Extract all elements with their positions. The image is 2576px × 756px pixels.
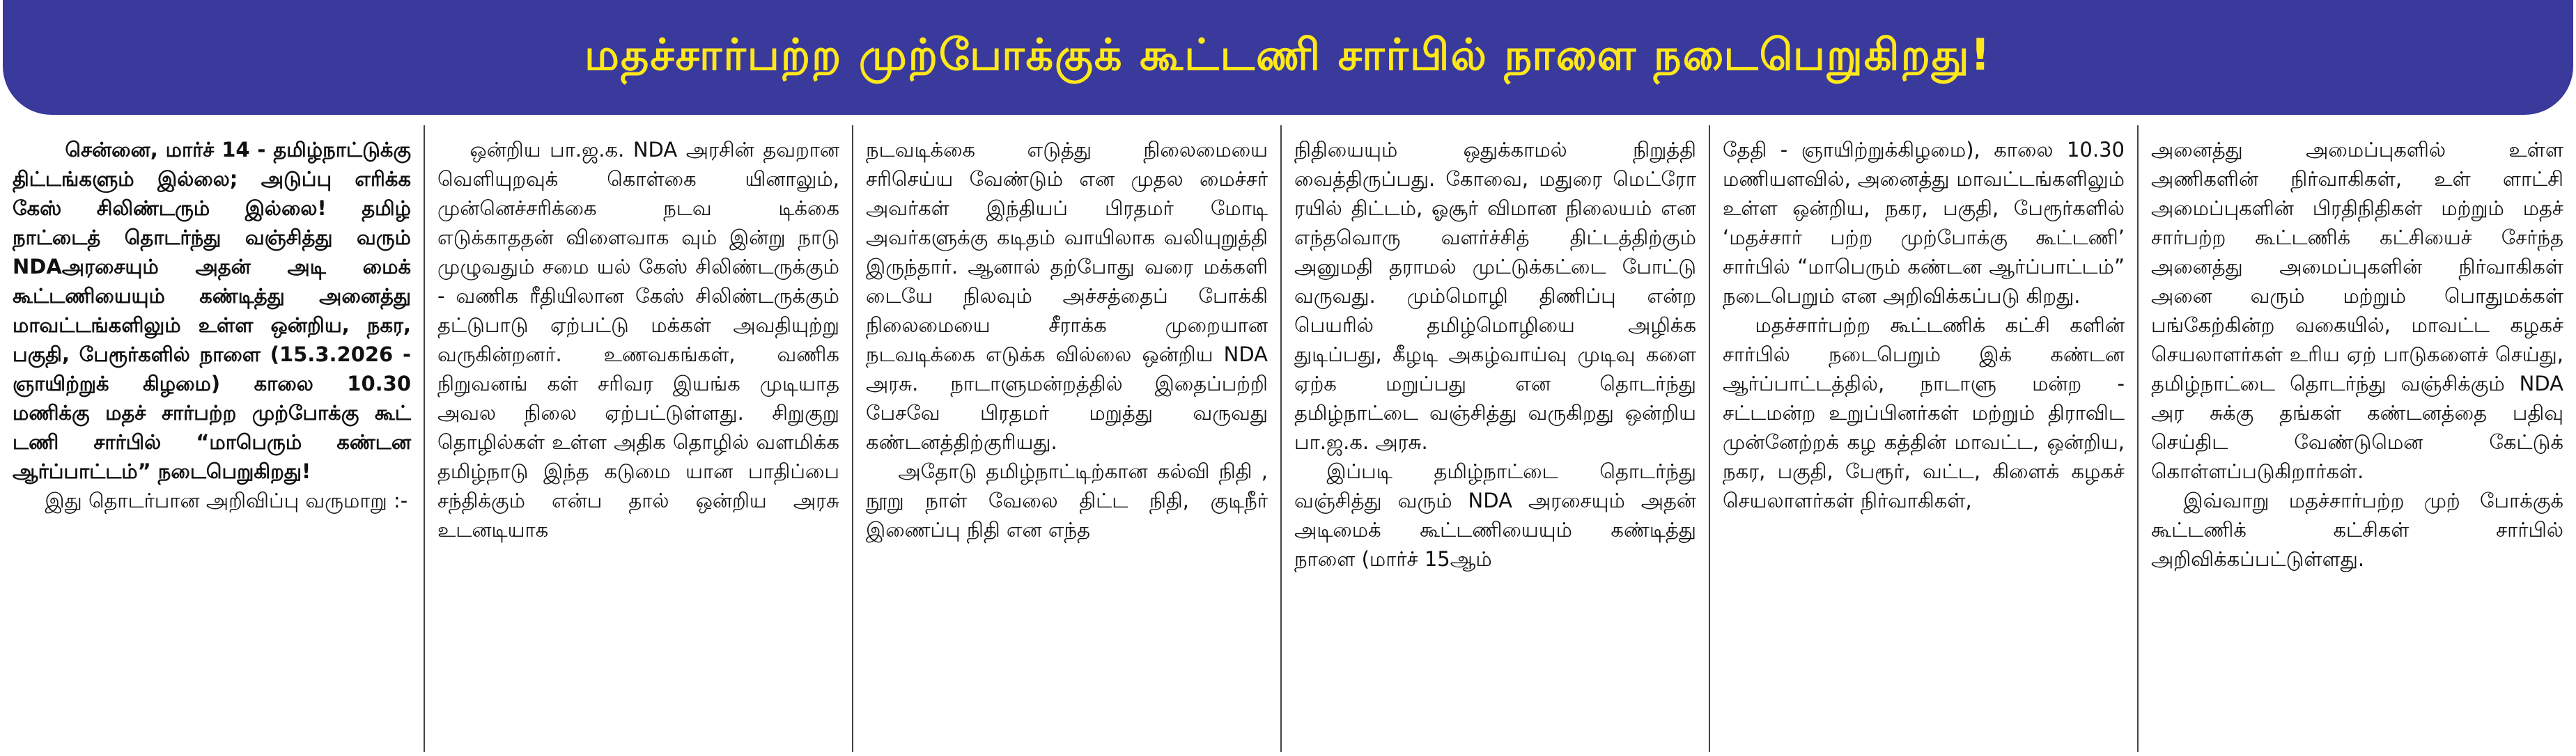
article-column-5 [1709, 125, 2137, 752]
paragraph: ஒன்றிய பா.ஜ.க. NDA அரசின் தவறான வெளியுறவுக் கொள்கை யினாலும், முன்னெச்சரிக்கை நடவ டிக்கை எடுக்காததன் விளைவாக வும் இன்று நாடு முழுவதும் சமை யல் கேஸ் சிலிண்டருக்கும் - வணிக ரீதியிலான கேஸ் சிலிண்டருக்கும் தட்டுபாடு ஏற்பட்டு மக்கள் அவதியுற்று வருகின்றனர். உணவகங்கள், வணிக நிறுவனங் கள் சரிவர இயங்க முடியாத அவல நிலை ஏற்பட்டுள்ளது. சிறுகுறு தொழில்கள் உள்ள அதிக தொழில் வளமிக்க தமிழ்நாடு இந்த கடுமை யான பாதிப்பை சந்திக்கும் என்ப தால் ஒன்றிய அரசு உடனடியாக [437, 138, 839, 542]
paragraph: மதச்சார்பற்ற கூட்டணிக் கட்சி களின் சார்பில் நடைபெறும் இக் கண்டன ஆர்ப்பாட்டத்தில், நாடாளு மன்ற - சட்டமன்ற உறுப்பினர்கள் மற்றும் திராவிட முன்னேற்றக் கழ கத்தின் மாவட்ட, ஒன்றிய, நகர, பகுதி, பேரூர், வட்ட, கிளைக் கழகச் செயலாளர்கள் நிர்வாகிகள், [1723, 313, 2125, 512]
paragraph: தேதி - ஞாயிற்றுக்கிழமை), காலை 10.30 மணியளவில், அனைத்து மாவட்டங்களிலும் உள்ள ஒன்றிய, நகர, பகுதி, பேரூர்களில் ‘மதச்சார் பற்ற முற்போக்கு கூட்டணி’ சார்பில் “மாபெரும் கண்டன ஆர்ப்பாட்டம்” நடைபெறும் என அறிவிக்கப்படு கிறது. [1723, 138, 2125, 308]
article-column-6 [2137, 125, 2576, 752]
article-body [0, 125, 2576, 752]
article-column-3 [852, 125, 1280, 752]
paragraph: இவ்வாறு மதச்சார்பற்ற முற் போக்குக் கூட்டணிக் கட்சிகள் சார்பில் அறிவிக்கப்பட்டுள்ளது. [2151, 489, 2563, 571]
paragraph: அனைத்து அமைப்புகளில் உள்ள அணிகளின் நிர்வாகிகள், உள் ளாட்சி அமைப்புகளின் பிரதிநிதிகள் மற்றும் மதச் சார்பற்ற கூட்டணிக் கட்சியைச் சேர்ந்த அனைத்து அமைப்புகளின் நிர்வாகிகள் அனை வரும் மற்றும் பொதுமக்கள் பங்கேற்கின்ற வகையில், மாவட்ட கழகச் செயலாளர்கள் உரிய ஏற் பாடுகளைச் செய்து, தமிழ்நாட்டை தொடர்ந்து வஞ்சிக்கும் NDA அர சுக்கு தங்கள் கண்டனத்தை பதிவு செய்திட வேண்டுமென கேட்டுக் கொள்ளப்படுகிறார்கள். [2151, 138, 2563, 483]
paragraph: இது தொடர்பான அறிவிப்பு வருமாறு :- [45, 489, 408, 512]
headline-banner [3, 0, 2573, 115]
paragraph: அதோடு தமிழ்நாட்டிற்கான கல்வி நிதி , நூறு நாள் வேலை திட்ட நிதி, குடிநீர் இணைப்பு நிதி என எந்த [866, 459, 1268, 542]
article-column-4 [1280, 125, 1709, 752]
headline: மதச்சார்பற்ற முற்போக்குக் கூட்டணி சார்பில் நாளை நடைபெறுகிறது! [584, 29, 1992, 80]
article-column-1 [0, 125, 424, 752]
lead-paragraph: சென்னை, மார்ச் 14 - தமிழ்நாட்டுக்கு திட்டங்களும் இல்லை; அடுப்பு எரிக்க கேஸ் சிலிண்டரும் இல்லை! தமிழ் நாட்டைத் தொடர்ந்து வஞ்சித்து வரும் NDAஅரசையும் அதன் அடி மைக் கூட்டணியையும் கண்டித்து அனைத்து மாவட்டங்களிலும் உள்ள ஒன்றிய, நகர, பகுதி, பேரூர்களில் நாளை (15.3.2026 - ஞாயிற்றுக் கிழமை) காலை 10.30 மணிக்கு மதச் சார்பற்ற முற்போக்கு கூட் டணி சார்பில் “மாபெரும் கண்டன ஆர்ப்பாட்டம்” நடைபெறுகிறது! [13, 138, 411, 483]
paragraph: நிதியையும் ஒதுக்காமல் நிறுத்தி வைத்திருப்பது. கோவை, மதுரை மெட்ரோ ரயில் திட்டம், ஓசூர் விமான நிலையம் என எந்தவொரு வளர்ச்சித் திட்டத்திற்கும் அனுமதி தராமல் முட்டுக்கட்டை போட்டு வருவது. மும்மொழி திணிப்பு என்ற பெயரில் தமிழ்மொழியை அழிக்க துடிப்பது, கீழடி அகழ்வாய்வு முடிவு களை ஏற்க மறுப்பது என தொடர்ந்து தமிழ்நாட்டை வஞ்சித்து வருகிறது ஒன்றிய பா.ஜ.க. அரசு. [1294, 138, 1696, 454]
article-column-2 [424, 125, 852, 752]
paragraph: இப்படி தமிழ்நாட்டை தொடர்ந்து வஞ்சித்து வரும் NDA அரசையும் அதன் அடிமைக் கூட்டணியையும் கண்டித்து நாளை (மார்ச் 15ஆம் [1294, 459, 1696, 571]
paragraph: நடவடிக்கை எடுத்து நிலைமையை சரிசெய்ய வேண்டும் என முதல மைச்சர் அவர்கள் இந்தியப் பிரதமர் மோடி அவர்களுக்கு கடிதம் வாயிலாக வலியுறுத்தி இருந்தார். ஆனால் தற்போது வரை மக்களி டையே நிலவும் அச்சத்தைப் போக்கி நிலைமையை சீராக்க முறையான நடவடிக்கை எடுக்க வில்லை ஒன்றிய NDA அரசு. நாடாளுமன்றத்தில் இதைப்பற்றி பேசவே பிரதமர் மறுத்து வருவது கண்டனத்திற்குரியது. [866, 138, 1268, 454]
